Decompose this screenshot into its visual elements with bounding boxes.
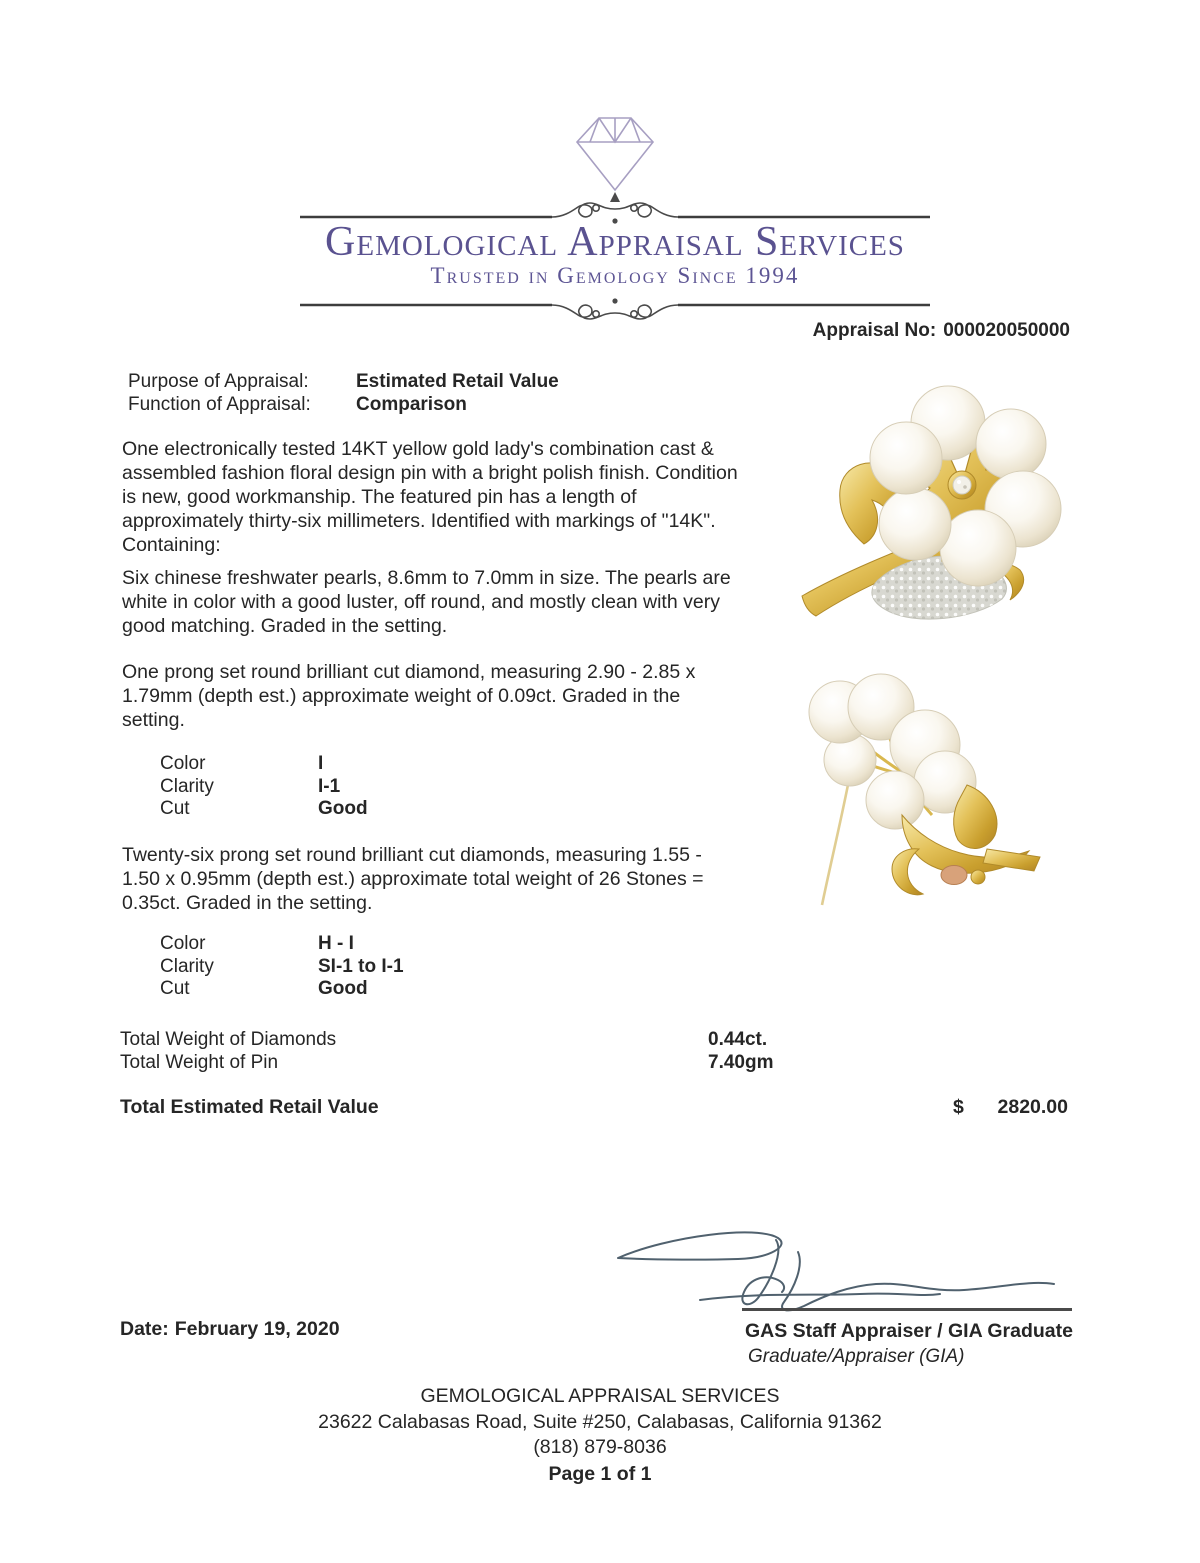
pearl: [870, 422, 942, 494]
grading-label: Cut: [160, 798, 190, 819]
table-row: [160, 753, 368, 776]
function-label: Function of Appraisal:: [128, 394, 311, 415]
total-diamond-weight-value: 0.44ct.: [708, 1029, 768, 1050]
diamond-outline-icon: [557, 108, 673, 208]
pearl: [976, 409, 1046, 479]
center-diamond-setting: [948, 471, 976, 499]
appraisal-number-line: [700, 320, 1070, 342]
function-row: [128, 393, 559, 416]
table-row: [160, 956, 404, 979]
appraisal-number-value: 000020050000: [943, 320, 1070, 341]
appraiser-subtitle: Graduate/Appraiser (GIA): [748, 1346, 965, 1367]
pearl: [866, 771, 924, 829]
grading-value: Good: [318, 798, 368, 819]
grading-label: Color: [160, 933, 206, 954]
appraisal-number-label: Appraisal No:: [812, 320, 937, 341]
item-description-paragraph: One electronically tested 14KT yellow gold lady's combination cast & assembled fashion floral design pin with a bright polish finish. Condition is new, good workmanship. The featured pin has a length of approximately thirty-six millimeters. Identified with markings of "14K". Containing:: [122, 438, 738, 556]
purpose-label: Purpose of Appraisal:: [128, 371, 309, 392]
date-label: Date:: [120, 1318, 169, 1340]
side-diamonds-grading-table: [160, 933, 404, 1001]
grading-label: Clarity: [160, 955, 214, 977]
weight-totals: [120, 1028, 773, 1074]
center-diamond-grading-table: [160, 753, 368, 821]
side-diamonds-paragraph: Twenty-six prong set round brilliant cut diamonds, measuring 1.55 - 1.50 x 0.95mm (depth est.) approximate total weight of 26 Stones = 0.35ct. Graded in the setting.: [122, 844, 704, 914]
grading-value: I: [318, 753, 324, 774]
purpose-row: [128, 370, 559, 393]
brand-title: Gemological Appraisal Services: [325, 219, 905, 265]
appraiser-title: GAS Staff Appraiser / GIA Graduate: [745, 1320, 1073, 1342]
appraisal-date: [120, 1318, 340, 1341]
pearl: [879, 488, 951, 560]
total-pin-weight-value: 7.40gm: [708, 1052, 774, 1073]
pearls-description-paragraph: Six chinese freshwater pearls, 8.6mm to 7.0mm in size. The pearls are white in color with a good luster, off round, and mostly clean with very good matching. Graded in the setting.: [122, 567, 731, 637]
table-row: [160, 933, 404, 956]
total-diamond-weight-label: Total Weight of Diamonds: [120, 1029, 337, 1050]
grading-value: H - I: [318, 933, 354, 954]
retail-value-label: Total Estimated Retail Value: [120, 1096, 379, 1118]
footer-phone: (818) 879-8036: [533, 1436, 667, 1458]
retail-value-amount: 2820.00: [997, 1096, 1068, 1118]
table-row: [160, 978, 404, 1001]
total-diamond-weight-row: [120, 1028, 773, 1051]
signature-line: [742, 1308, 1072, 1311]
table-row: [160, 798, 368, 821]
grading-label: Color: [160, 753, 206, 774]
scroll-flourish-ornament-bottom: [300, 291, 930, 321]
grading-label: Clarity: [160, 775, 214, 797]
table-row: [160, 776, 368, 799]
footer-address: 23622 Calabasas Road, Suite #250, Calabasas, California 91362: [318, 1410, 882, 1433]
purpose-value: Estimated Retail Value: [356, 371, 559, 392]
date-value: February 19, 2020: [174, 1318, 340, 1340]
retail-value-currency: $: [953, 1096, 964, 1118]
handwritten-signature: [608, 1222, 1083, 1317]
grading-value: SI-1 to I-1: [318, 955, 404, 977]
total-pin-weight-row: [120, 1051, 773, 1074]
jewelry-photo-back: [782, 665, 1072, 920]
jewelry-photo-front: [782, 378, 1082, 650]
grading-value: I-1: [318, 775, 341, 797]
footer-company: GEMOLOGICAL APPRAISAL SERVICES: [420, 1385, 780, 1407]
appraisal-meta: [128, 370, 559, 416]
function-value: Comparison: [356, 394, 467, 415]
grading-label: Cut: [160, 978, 190, 999]
grading-value: Good: [318, 978, 368, 999]
page-indicator: Page 1 of 1: [548, 1462, 652, 1485]
center-diamond-paragraph: One prong set round brilliant cut diamond, measuring 2.90 - 2.85 x 1.79mm (depth est.) approximate weight of 0.09ct. Graded in the setting.: [122, 661, 696, 731]
total-pin-weight-label: Total Weight of Pin: [120, 1052, 279, 1073]
document-footer: [15, 1384, 1185, 1487]
brand-tagline: Trusted in Gemology Since 1994: [430, 263, 800, 288]
